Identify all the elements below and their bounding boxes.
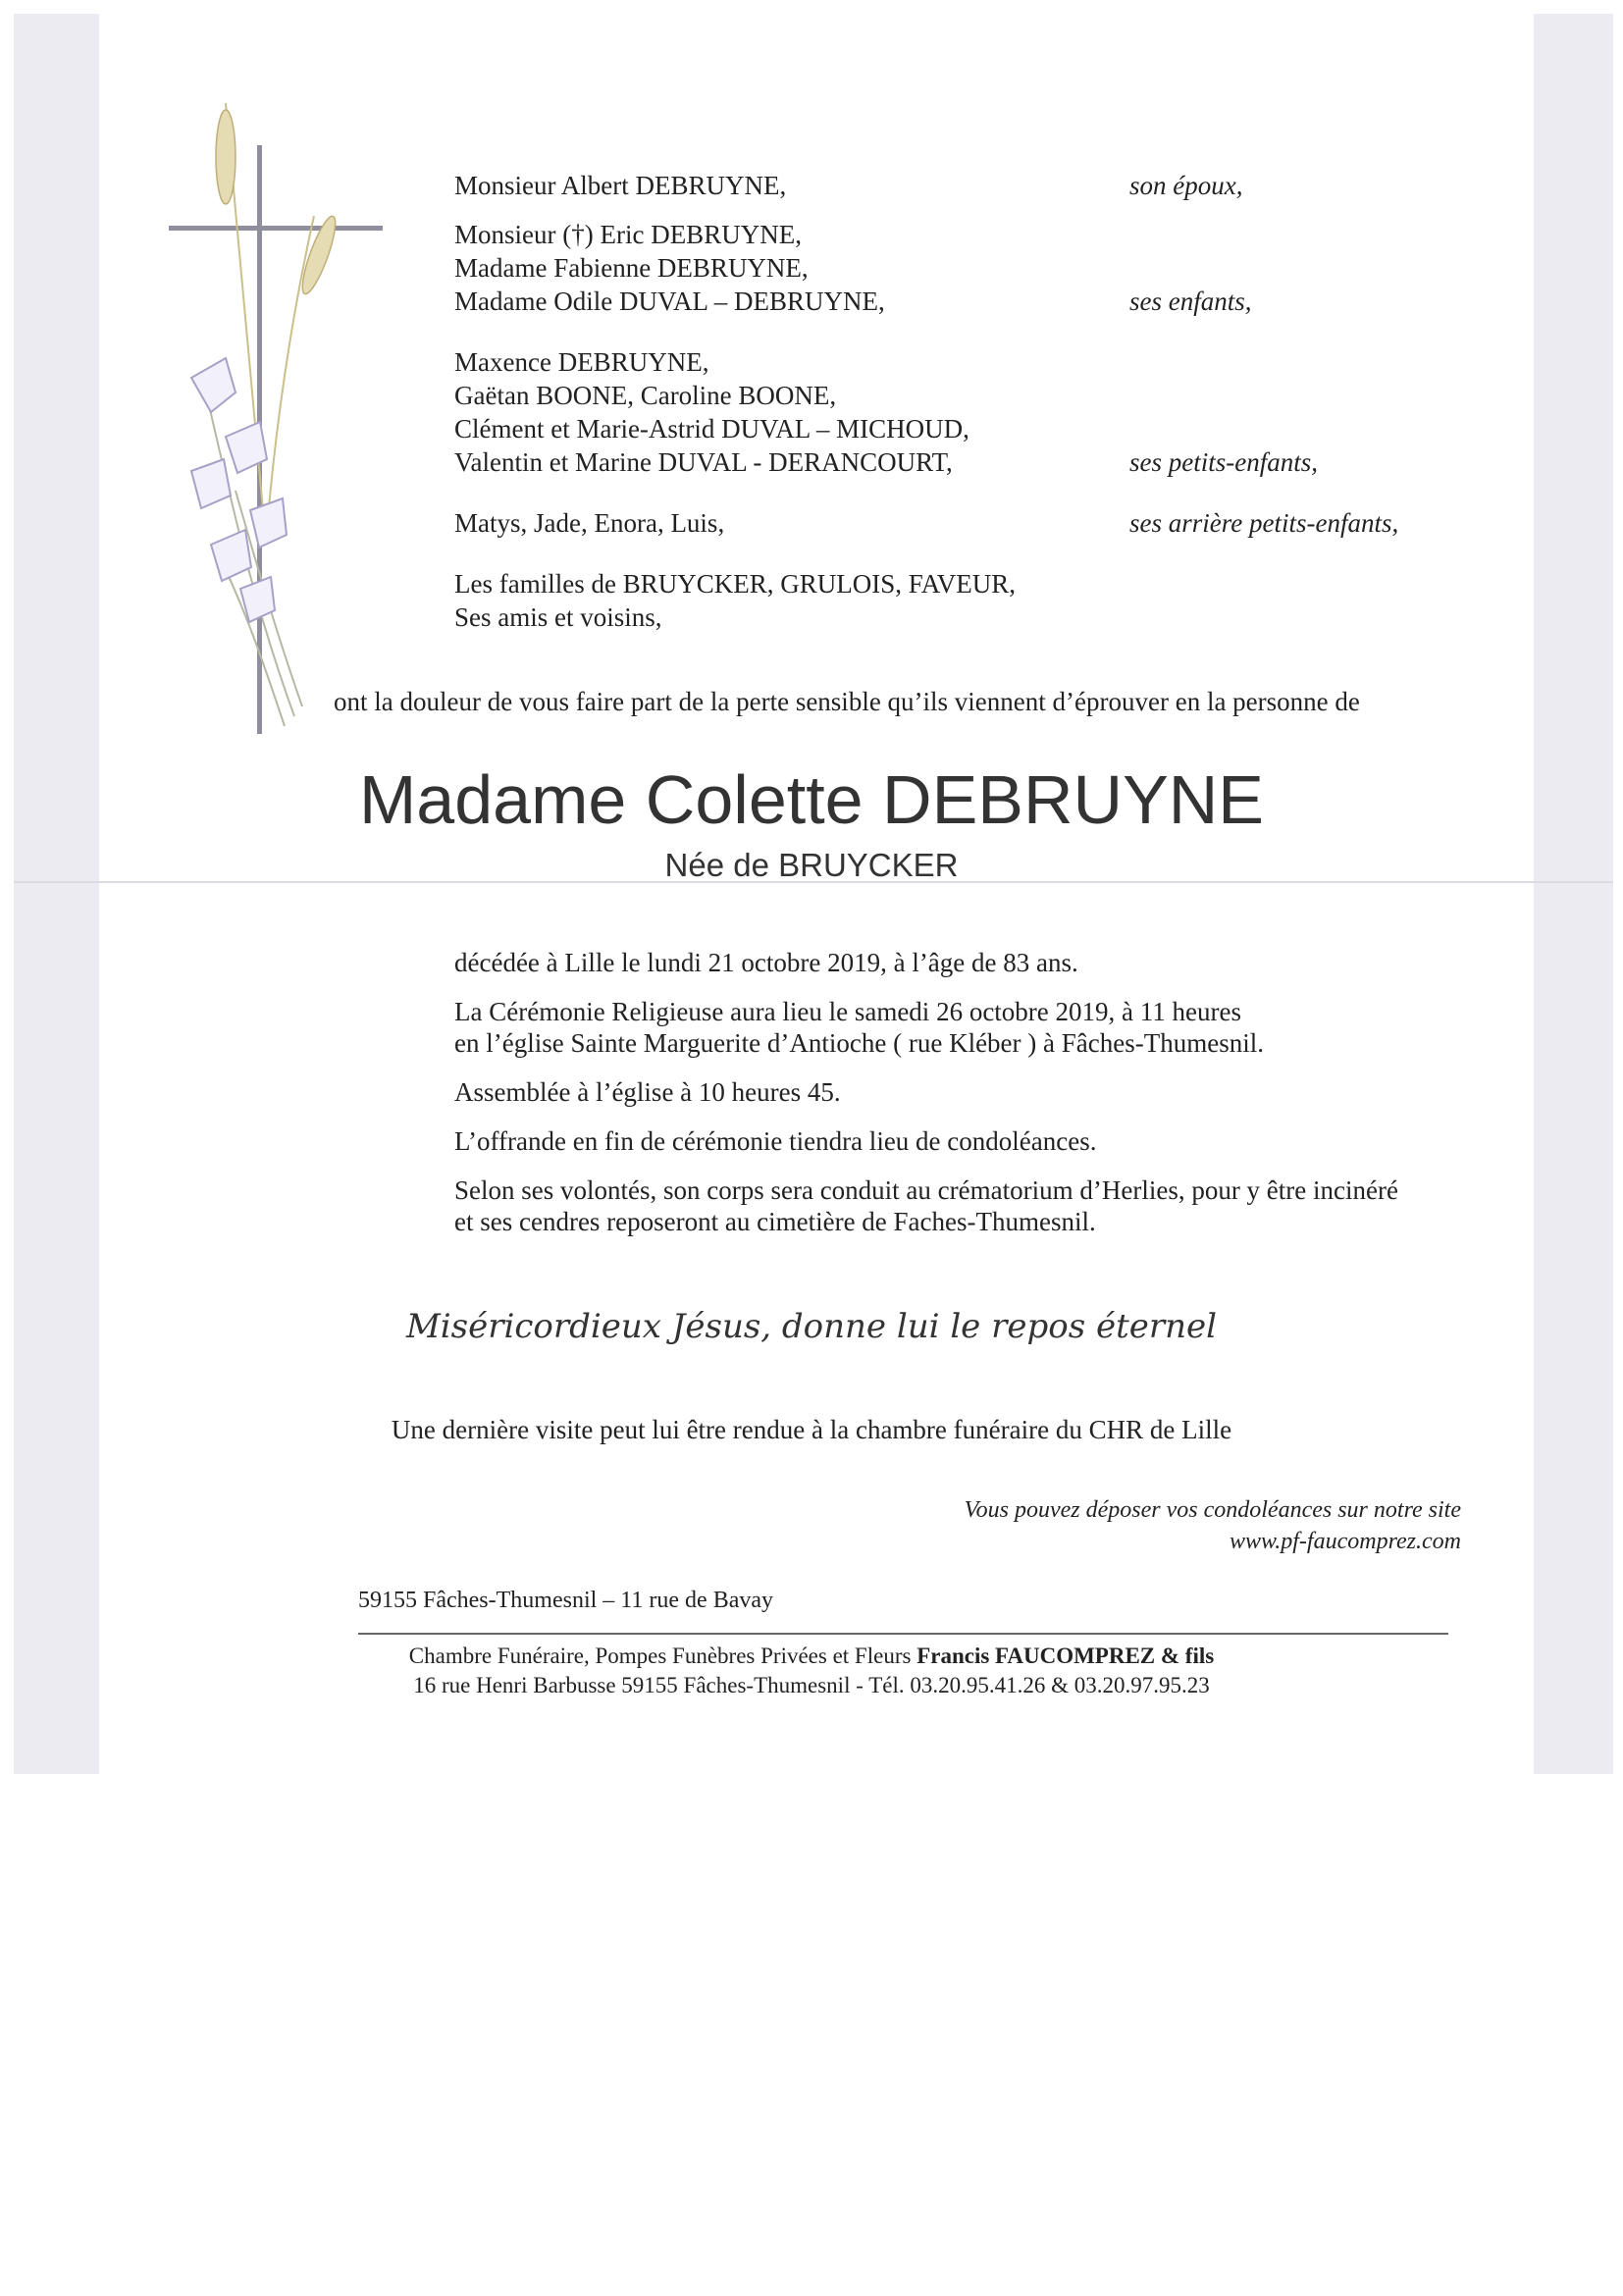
footer-divider [358, 1633, 1448, 1635]
condolences-text: Vous pouvez déposer vos condoléances sur notre site [964, 1497, 1461, 1523]
relation-label: ses arrière petits-enfants, [1129, 508, 1399, 538]
family-line: Monsieur Albert DEBRUYNE, [454, 171, 787, 200]
wishes-line: Selon ses volontés, son corps sera conduit au crématorium d’Herlies, pour y être incinéré [454, 1175, 1398, 1205]
funeral-address: 59155 Fâches-Thumesnil – 11 rue de Bavay [358, 1588, 774, 1613]
wishes-line: et ses cendres reposeront au cimetière de Faches-Thumesnil. [454, 1207, 1096, 1236]
ceremony-line: en l’église Sainte Marguerite d’Antioche ( rue Kléber ) à Fâches-Thumesnil. [454, 1028, 1264, 1058]
footer-line-1 [0, 1643, 1623, 1670]
footer-company: Francis FAUCOMPREZ & fils [916, 1644, 1215, 1668]
maiden-name: Née de BRUYCKER [664, 847, 959, 883]
ceremony-line: La Cérémonie Religieuse aura lieu le samedi 26 octobre 2019, à 11 heures [454, 997, 1241, 1026]
condolences-url-link[interactable]: www.pf-faucomprez.com [1230, 1529, 1461, 1554]
family-line: Madame Fabienne DEBRUYNE, [454, 253, 809, 283]
footer-contact: 16 rue Henri Barbusse 59155 Fâches-Thumesnil - Tél. 03.20.95.41.26 & 03.20.97.95.23 [413, 1673, 1210, 1697]
family-line: Gaëtan BOONE, Caroline BOONE, [454, 381, 837, 410]
death-notice: décédée à Lille le lundi 21 octobre 2019, à l’âge de 83 ans. [454, 948, 1078, 977]
footer-services: Chambre Funéraire, Pompes Funèbres Privées et Fleurs [408, 1644, 912, 1668]
relation-label: son époux, [1129, 171, 1243, 200]
family-line: Clément et Marie-Astrid DUVAL – MICHOUD, [454, 414, 969, 444]
visit-info: Une dernière visite peut lui être rendue à la chambre funéraire du CHR de Lille [391, 1415, 1232, 1444]
assembly-line: Assemblée à l’église à 10 heures 45. [454, 1077, 841, 1107]
deceased-name: Madame Colette DEBRUYNE [359, 761, 1264, 838]
announcement-text: ont la douleur de vous faire part de la perte sensible qu’ils viennent d’éprouver en la personne de [334, 687, 1360, 716]
family-line: Monsieur (†) Eric DEBRUYNE, [454, 220, 802, 249]
family-line: Maxence DEBRUYNE, [454, 347, 709, 377]
prayer-text: Miséricordieux Jésus, donne lui le repos éternel [405, 1307, 1218, 1346]
family-line: Matys, Jade, Enora, Luis, [454, 508, 725, 538]
relation-label: ses petits-enfants, [1129, 447, 1318, 477]
family-line: Les familles de BRUYCKER, GRULOIS, FAVEUR, [454, 569, 1016, 599]
cross-with-flowers-illustration [157, 98, 393, 746]
family-line: Ses amis et voisins, [454, 602, 662, 632]
family-line: Valentin et Marine DUVAL - DERANCOURT, [454, 447, 953, 477]
relation-label: ses enfants, [1129, 287, 1252, 316]
family-line: Madame Odile DUVAL – DEBRUYNE, [454, 287, 885, 316]
offering-line: L’offrande en fin de cérémonie tiendra lieu de condoléances. [454, 1126, 1097, 1156]
